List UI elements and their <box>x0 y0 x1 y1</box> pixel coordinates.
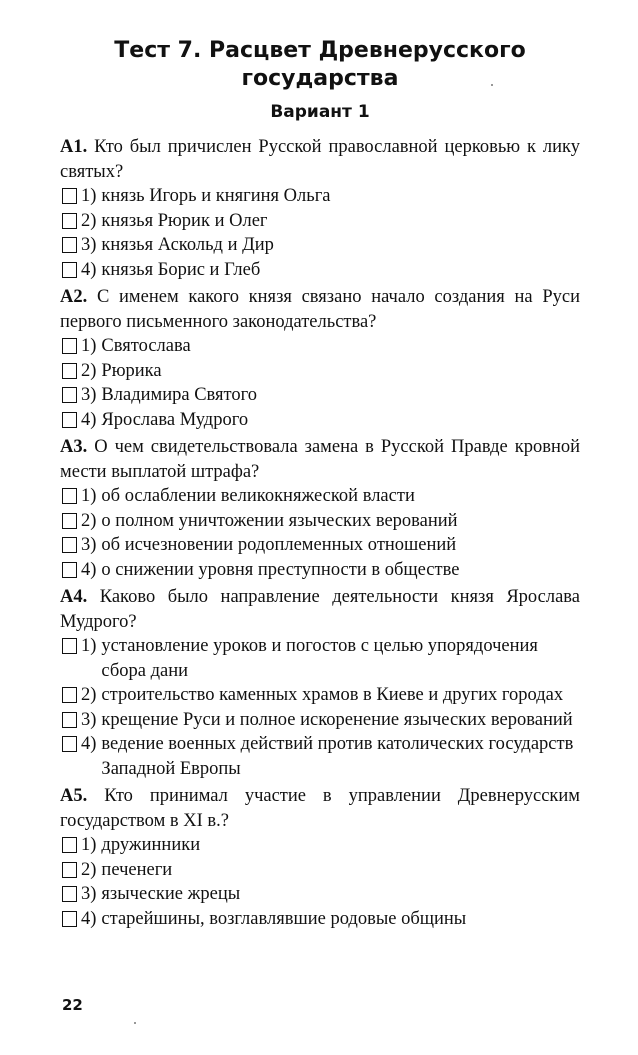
option-number: 2) <box>81 210 97 231</box>
answer-option[interactable] <box>60 184 580 209</box>
option-number: 1) <box>81 835 97 855</box>
question-block <box>60 784 580 931</box>
option-number: 2) <box>81 685 97 705</box>
option-text: ведение военных действий против католических государств Западной Европы <box>101 734 574 779</box>
answer-option[interactable] <box>60 708 580 733</box>
answer-checkbox[interactable] <box>62 387 77 403</box>
option-text: строительство каменных храмов в Киеве и других городах <box>101 685 564 705</box>
answer-checkbox[interactable] <box>62 213 77 229</box>
question-prompt: Каково было направление деятельности князя Ярослава Мудрого? <box>60 587 580 632</box>
question-prompt: О чем свидетельствовала замена в Русской Правде кровной мести выплатой штрафа? <box>60 437 580 482</box>
option-number: 2) <box>81 510 97 531</box>
answer-checkbox[interactable] <box>62 911 77 927</box>
option-text: Рюрика <box>101 360 162 381</box>
answer-option[interactable] <box>60 882 580 907</box>
question-text <box>60 135 580 184</box>
option-number: 4) <box>81 409 97 430</box>
answer-checkbox[interactable] <box>62 488 77 504</box>
option-number: 3) <box>81 535 97 555</box>
question-block <box>60 435 580 582</box>
option-number: 4) <box>81 734 97 754</box>
answer-option[interactable] <box>60 359 580 384</box>
answer-option[interactable] <box>60 533 580 558</box>
answer-checkbox[interactable] <box>62 412 77 428</box>
option-text: князья Борис и Глеб <box>101 259 261 280</box>
answer-checkbox[interactable] <box>62 736 77 752</box>
answer-option[interactable] <box>60 858 580 883</box>
question-text <box>60 435 580 484</box>
option-number: 1) <box>81 486 97 506</box>
answer-checkbox[interactable] <box>62 862 77 878</box>
option-text: печенеги <box>101 859 173 880</box>
option-text: князь Игорь и княгиня Ольга <box>101 186 331 206</box>
option-text: установление уроков и погостов с целью упорядочения сбора дани <box>101 636 538 681</box>
answer-checkbox[interactable] <box>62 712 77 728</box>
question-text <box>60 585 580 634</box>
question-number: А1. <box>60 137 88 157</box>
answer-checkbox[interactable] <box>62 837 77 853</box>
option-number: 1) <box>81 636 97 656</box>
answer-checkbox[interactable] <box>62 237 77 253</box>
question-number: А2. <box>60 287 88 307</box>
answer-option[interactable] <box>60 334 580 359</box>
option-text: крещение Руси и полное искоренение языческих верований <box>101 709 573 730</box>
option-number: 3) <box>81 884 97 904</box>
option-text: об ослаблении великокняжеской власти <box>101 486 415 506</box>
answer-option[interactable] <box>60 408 580 433</box>
variant-heading: Вариант 1 <box>270 102 370 122</box>
answer-checkbox[interactable] <box>62 687 77 703</box>
answer-option[interactable] <box>60 258 580 283</box>
answer-checkbox[interactable] <box>62 562 77 578</box>
option-number: 3) <box>81 385 97 405</box>
question-block <box>60 285 580 432</box>
option-number: 4) <box>81 559 97 580</box>
option-number: 3) <box>81 235 97 255</box>
option-number: 2) <box>81 360 97 381</box>
option-text: об исчезновении родоплеменных отношений <box>101 535 457 555</box>
question-number: А3. <box>60 437 88 457</box>
question-text <box>60 285 580 334</box>
answer-checkbox[interactable] <box>62 338 77 354</box>
answer-checkbox[interactable] <box>62 638 77 654</box>
option-text: старейшины, возглавлявшие родовые общины <box>101 908 467 929</box>
answer-option[interactable] <box>60 833 580 858</box>
page-number: 22 <box>62 996 83 1014</box>
answer-option[interactable] <box>60 907 580 932</box>
option-text: князья Аскольд и Дир <box>101 235 274 255</box>
question-prompt: Кто был причислен Русской православной церковью к лику святых? <box>60 137 580 182</box>
option-number: 2) <box>81 859 97 880</box>
option-number: 3) <box>81 709 97 730</box>
option-text: Владимира Святого <box>101 385 258 405</box>
answer-option[interactable] <box>60 484 580 509</box>
test-title-line-1: Тест 7. Расцвет Древнерусского <box>114 38 526 63</box>
answer-option[interactable] <box>60 634 580 683</box>
question-block <box>60 135 580 282</box>
answer-option[interactable] <box>60 683 580 708</box>
option-text: дружинники <box>101 835 201 855</box>
print-speck <box>134 1022 136 1024</box>
print-speck <box>491 84 493 86</box>
answer-checkbox[interactable] <box>62 363 77 379</box>
test-title-line-2: государства <box>241 66 399 91</box>
answer-option[interactable] <box>60 732 580 781</box>
answer-checkbox[interactable] <box>62 188 77 204</box>
question-text <box>60 784 580 833</box>
option-text: Святослава <box>101 336 191 356</box>
option-text: о снижении уровня преступности в обществе <box>101 559 460 580</box>
question-block <box>60 585 580 781</box>
question-prompt: Кто принимал участие в управлении Древнерусским государством в XI в.? <box>60 786 580 831</box>
option-text: о полном уничтожении языческих верований <box>101 510 458 531</box>
answer-checkbox[interactable] <box>62 513 77 529</box>
option-number: 1) <box>81 336 97 356</box>
answer-checkbox[interactable] <box>62 886 77 902</box>
answer-checkbox[interactable] <box>62 262 77 278</box>
option-text: Ярослава Мудрого <box>101 409 249 430</box>
option-number: 4) <box>81 908 97 929</box>
question-number: А4. <box>60 587 88 607</box>
option-text: князья Рюрик и Олег <box>101 210 268 231</box>
option-number: 4) <box>81 259 97 280</box>
answer-checkbox[interactable] <box>62 537 77 553</box>
option-number: 1) <box>81 186 97 206</box>
question-prompt: С именем какого князя связано начало создания на Руси первого письменного законодательства? <box>60 287 580 332</box>
question-list <box>60 135 580 934</box>
question-number: А5. <box>60 786 88 806</box>
answer-option[interactable] <box>60 558 580 583</box>
answer-option[interactable] <box>60 509 580 534</box>
answer-option[interactable] <box>60 209 580 234</box>
answer-option[interactable] <box>60 383 580 408</box>
answer-option[interactable] <box>60 233 580 258</box>
option-text: языческие жрецы <box>101 884 241 904</box>
